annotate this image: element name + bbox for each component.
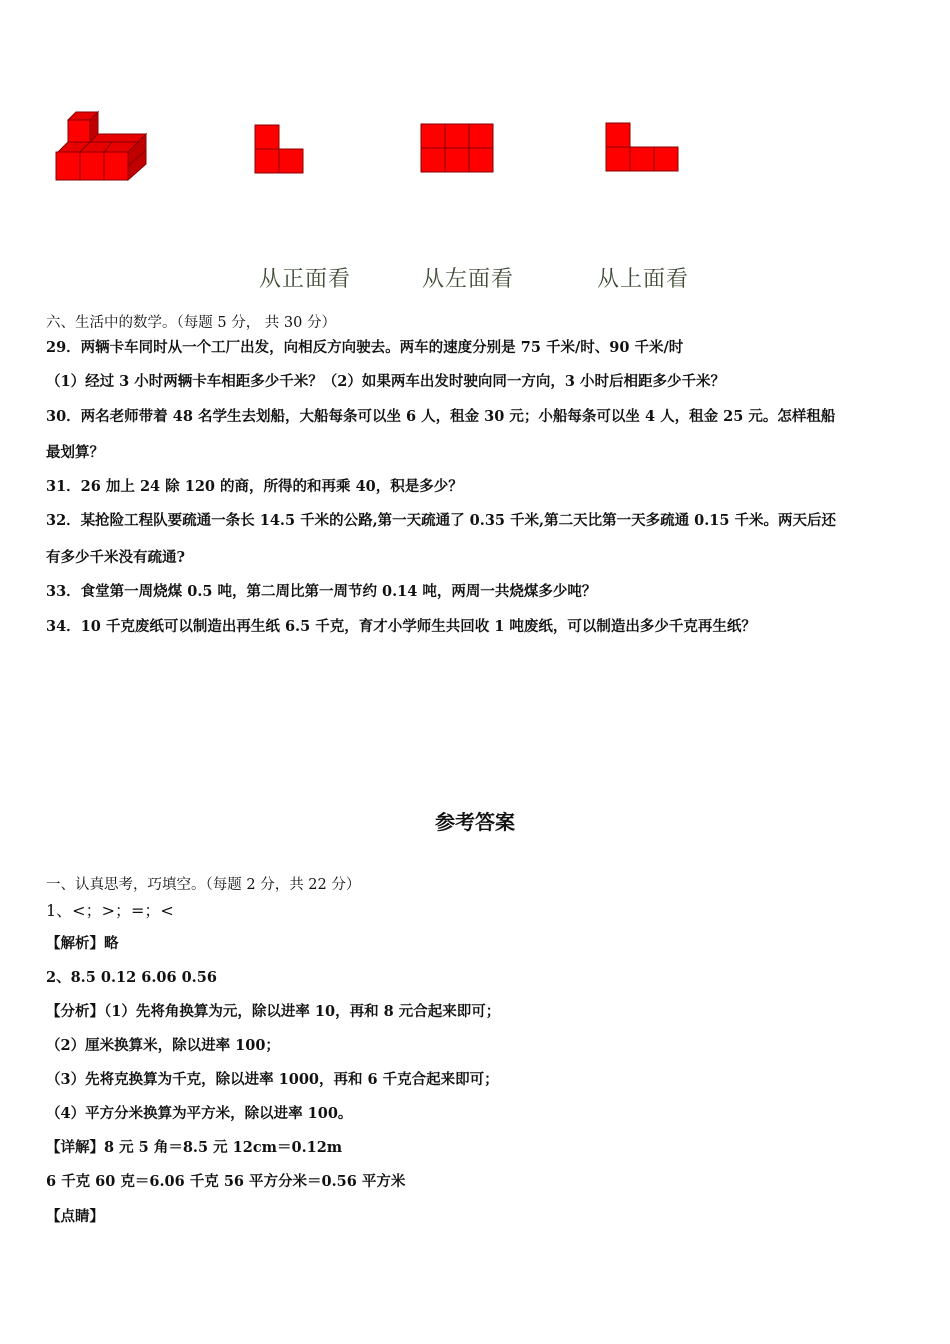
question-33: 33．食堂第一周烧煤 0.5 吨，第二周比第一周节约 0.14 吨，两周一共烧煤多少吨？ <box>46 583 597 600</box>
answer-2-step4: （4）平方分米换算为平方米，除以进率 100。 <box>46 1105 353 1122</box>
answer-2-comment: 【点睛】 <box>46 1208 104 1225</box>
answer-2-detail2: 6 千克 60 克＝6.06 千克 56 平方分米＝0.56 平方米 <box>46 1173 406 1190</box>
label-left-view: 从左面看 <box>422 267 515 292</box>
section6-heading: 六、生活中的数学。（每题 5 分， 共 30 分） <box>46 315 336 331</box>
question-29-line1: 29．两辆卡车同时从一个工厂出发，向相反方向驶去。两车的速度分别是 75 千米/时、90 千米/时 <box>46 339 684 356</box>
answer-1-analysis: 【解析】略 <box>46 935 119 952</box>
question-29-line2: （1）经过 3 小时两辆卡车相距多少千米？（2）如果两车出发时驶向同一方向，3 小时后相距多少千米？ <box>46 373 725 390</box>
cube-stack-figure <box>50 108 150 184</box>
answer-1: 1、<；>；=；< <box>46 901 174 920</box>
left-view-figure <box>420 123 496 175</box>
question-30-line1: 30．两名老师带着 48 名学生去划船，大船每条可以坐 6 人，租金 30 元；小船每条可以坐 4 人，租金 25 元。怎样租船 <box>46 408 836 425</box>
question-30-line2: 最划算？ <box>46 444 104 461</box>
front-view-figure <box>254 124 306 176</box>
question-34: 34．10 千克废纸可以制造出再生纸 6.5 千克，育才小学师生共回收 1 吨废纸，可以制造出多少千克再生纸？ <box>46 618 756 635</box>
answer-2-detail: 【详解】8 元 5 角＝8.5 元 12cm＝0.12m <box>46 1139 343 1156</box>
answer-2-step2: （2）厘米换算米，除以进率 100； <box>46 1037 280 1054</box>
answers-title: 参考答案 <box>435 810 515 834</box>
question-32-line2: 有多少千米没有疏通? <box>46 549 185 566</box>
answer-2-step3: （3）先将克换算为千克，除以进率 1000，再和 6 千克合起来即可； <box>46 1071 499 1088</box>
label-front-view: 从正面看 <box>259 267 352 292</box>
label-top-view: 从上面看 <box>597 267 690 292</box>
answers-heading: 一、认真思考，巧填空。（每题 2 分，共 22 分） <box>46 877 361 893</box>
cube <box>68 120 90 142</box>
question-31: 31．26 加上 24 除 120 的商，所得的和再乘 40，积是多少？ <box>46 478 463 495</box>
question-32-line1: 32．某抢险工程队要疏通一条长 14.5 千米的公路,第一天疏通了 0.35 千米,第二天比第一天多疏通 0.15 千米。两天后还 <box>46 512 837 529</box>
top-view-figure <box>605 122 681 174</box>
answer-2: 2、8.5 0.12 6.06 0.56 <box>46 969 217 986</box>
answer-2-analysis: 【分析】（1）先将角换算为元，除以进率 10，再和 8 元合起来即可； <box>46 1003 501 1020</box>
